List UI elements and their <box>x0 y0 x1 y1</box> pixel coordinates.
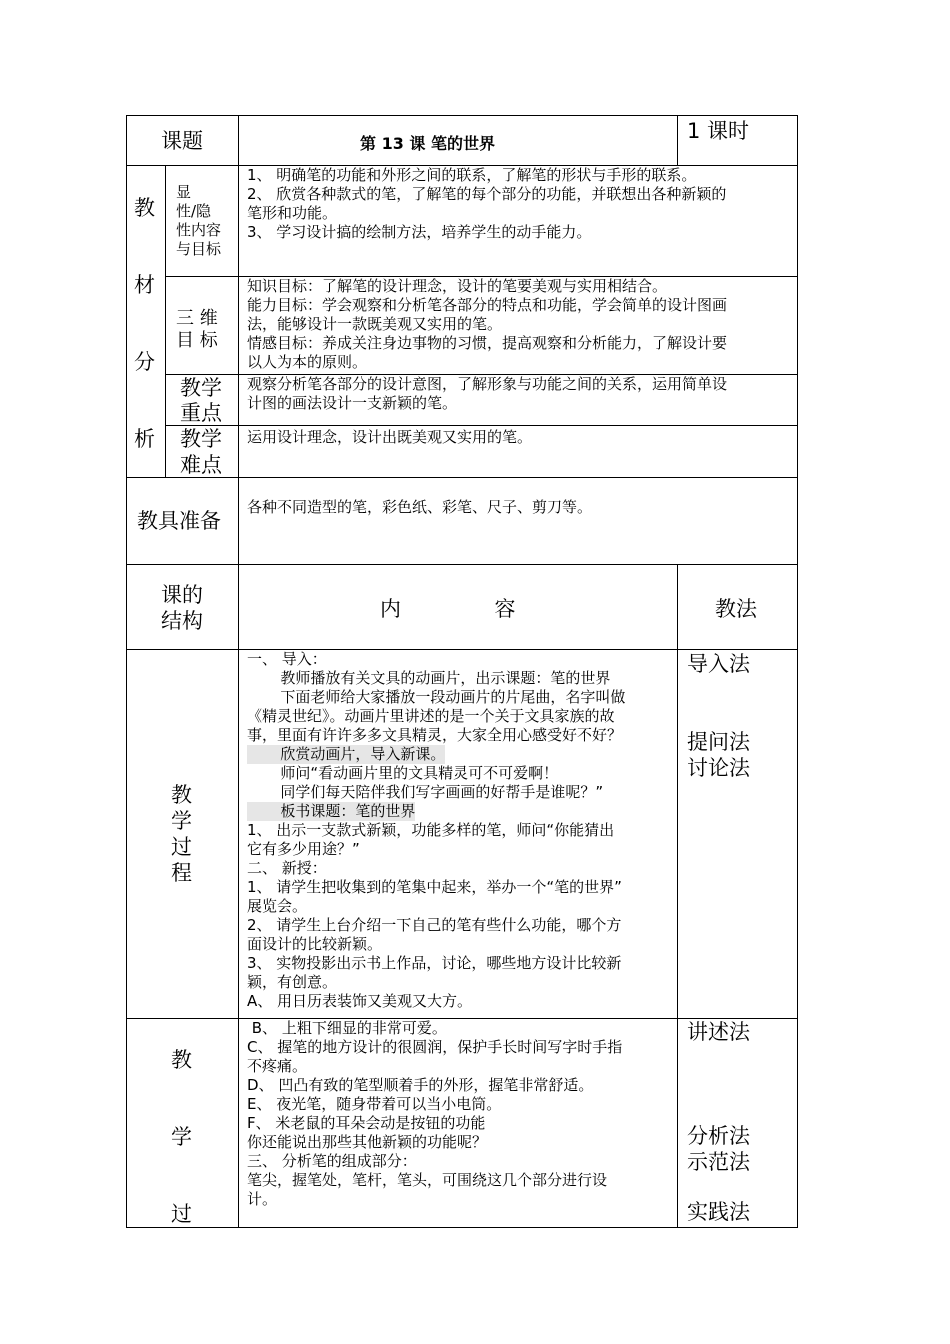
explicit-line: 1、 明确笔的功能和外形之间的联系，了解笔的形状与手形的联系。 <box>247 166 697 184</box>
method-intro: 导入法 <box>687 652 750 676</box>
key-line: 观察分析笔各部分的设计意图，了解形象与功能之间的关系，运用简单设 <box>247 375 728 393</box>
process2-label-char-1: 教 <box>171 1048 192 1072</box>
process2-line: E、 夜光笔，随身带着可以当小电筒。 <box>247 1095 502 1113</box>
structure-label-2: 结构 <box>161 609 203 633</box>
tools-content: 各种不同造型的笔，彩色纸、彩笔、尺子、剪刀等。 <box>247 498 593 516</box>
material-label-char-4: 析 <box>134 427 155 451</box>
process2-line: 你还能说出那些其他新颖的功能呢？ <box>247 1133 488 1151</box>
difficulty-label-1: 教学 <box>180 427 222 451</box>
process1-line: 事，里面有许许多多文具精灵，大家全用心感受好不好？ <box>247 726 623 744</box>
three-dim-label-1: 三 维 <box>176 308 218 329</box>
process2-label-char-3: 过 <box>171 1202 192 1226</box>
three-dim-goals-text <box>247 277 727 372</box>
material-label-char-3: 分 <box>134 350 155 374</box>
process2-label-char-2: 学 <box>171 1125 192 1149</box>
process1-line: 3、 实物投影出示书上作品，讨论，哪些地方设计比较新 <box>247 954 622 972</box>
process2-line: 三、 分析笔的组成部分： <box>247 1152 417 1170</box>
three-dim-line: 以人为本的原则。 <box>247 353 368 371</box>
difficulty-label-2: 难点 <box>180 453 222 477</box>
process1-label-char-1: 教 <box>171 783 192 807</box>
three-dim-line: 法，能够设计一款既美观又实用的笔。 <box>247 315 503 333</box>
structure-label-1: 课的 <box>161 583 203 607</box>
title-label: 课题 <box>161 129 203 153</box>
process1-line: 同学们每天陪伴我们写字画画的好帮手是谁呢？” <box>247 783 604 801</box>
lesson-hours: 1 课时 <box>687 119 750 143</box>
three-dim-line: 情感目标：养成关注身边事物的习惯，提高观察和分析能力，了解设计要 <box>247 334 728 352</box>
process1-line: 下面老师给大家播放一段动画片的片尾曲，名字叫做 <box>247 688 626 706</box>
process1-line: 它有多少用途？” <box>247 840 360 858</box>
explicit-label-2: 性/隐 <box>176 202 212 220</box>
difficulty-text <box>247 428 532 447</box>
process1-line: 师问“看动画片里的文具精灵可不可爱啊！ <box>247 764 559 782</box>
three-dim-line: 知识目标：了解笔的设计理念，设计的笔要美观与实用相结合。 <box>247 277 668 295</box>
method-header: 教法 <box>715 597 757 621</box>
three-dim-label-2: 目 标 <box>176 330 218 351</box>
process1-label-char-2: 学 <box>171 809 192 833</box>
explicit-line: 3、 学习设计搞的绘制方法，培养学生的动手能力。 <box>247 223 592 241</box>
process1-line: 颖，有创意。 <box>247 973 338 991</box>
explicit-goals-text <box>247 166 726 242</box>
process2-line: 笔尖，握笔处，笔杆，笔头，可围绕这几个部分进行设 <box>247 1171 608 1189</box>
method-analyze: 分析法 <box>687 1124 750 1148</box>
method-demo: 示范法 <box>687 1150 750 1174</box>
process1-line: 展览会。 <box>247 897 308 915</box>
three-dim-line: 能力目标：学会观察和分析笔各部分的特点和功能，学会简单的设计图画 <box>247 296 728 314</box>
explicit-line: 笔形和功能。 <box>247 204 338 222</box>
process2-line: D、 凹凸有致的笔型顺着手的外形，握笔非常舒适。 <box>247 1076 594 1094</box>
lesson-title: 第 13 课 笔的世界 <box>360 134 495 153</box>
process1-line-highlight: 欣赏动画片，导入新课。 <box>247 745 446 763</box>
content-header: 内 容 <box>380 597 516 621</box>
process1-line: 1、 出示一支款式新颖，功能多样的笔，师问“你能猜出 <box>247 821 615 839</box>
process1-line: 二、 新授： <box>247 859 327 877</box>
process1-label-char-4: 程 <box>171 861 192 885</box>
process1-line: 1、 请学生把收集到的笔集中起来，举办一个“笔的世界” <box>247 878 622 896</box>
process2-line: C、 握笔的地方设计的很圆润，保护手长时间写字时手指 <box>247 1038 623 1056</box>
process1-line: 教师播放有关文具的动画片，出示课题：笔的世界 <box>247 669 611 687</box>
key-point-text <box>247 375 727 413</box>
method-discuss: 讨论法 <box>687 756 750 780</box>
process1-line: 《精灵世纪》。动画片里讲述的是一个关于文具家族的故 <box>247 707 615 725</box>
process1-line: 面设计的比较新颖。 <box>247 935 383 953</box>
process1-line: 2、 请学生上台介绍一下自己的笔有些什么功能，哪个方 <box>247 916 622 934</box>
process2-line: 计。 <box>247 1190 278 1208</box>
explicit-line: 2、 欣赏各种款式的笔，了解笔的每个部分的功能，并联想出各种新颖的 <box>247 185 727 203</box>
method-question: 提问法 <box>687 730 750 754</box>
difficulty-line: 运用设计理念，设计出既美观又实用的笔。 <box>247 428 533 446</box>
process1-text <box>247 650 625 1011</box>
material-label-char-2: 材 <box>134 273 155 297</box>
tools-content-cell <box>238 477 798 565</box>
explicit-label-3: 性内容 <box>176 221 222 239</box>
process2-line: 不疼痛。 <box>247 1057 308 1075</box>
process1-line: 一、 导入： <box>247 650 327 668</box>
process1-label-char-3: 过 <box>171 835 192 859</box>
explicit-label-1: 显 <box>176 183 192 201</box>
key-line: 计图的画法设计一支新颖的笔。 <box>247 394 458 412</box>
process1-line: A、 用日历表装饰又美观又大方。 <box>247 992 473 1010</box>
material-label-char-1: 教 <box>134 196 155 220</box>
method-narrate: 讲述法 <box>687 1020 750 1044</box>
tools-label: 教具准备 <box>137 509 221 533</box>
process1-method-cell <box>677 649 798 1019</box>
explicit-label-4: 与目标 <box>176 240 222 258</box>
process2-line: F、 米老鼠的耳朵会动是按钮的功能 <box>247 1114 486 1132</box>
process1-line-highlight: 板书课题：笔的世界 <box>247 802 416 820</box>
process2-line: B、 上粗下细显的非常可爱。 <box>247 1019 447 1037</box>
key-label-2: 重点 <box>180 401 222 425</box>
process2-text <box>247 1019 622 1209</box>
key-label-1: 教学 <box>180 376 222 400</box>
method-practice: 实践法 <box>687 1200 750 1224</box>
